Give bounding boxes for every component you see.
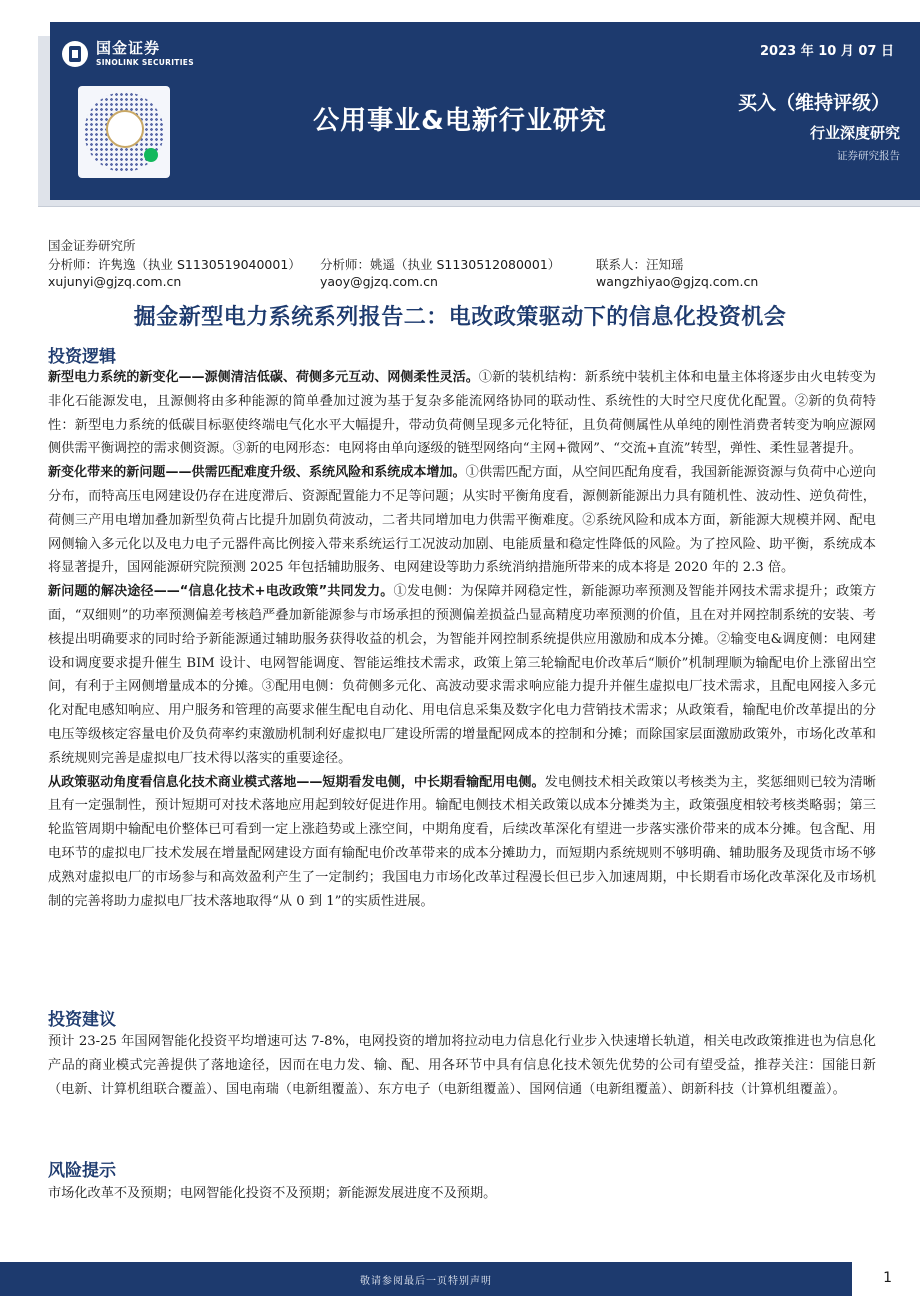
page-number: 1 (883, 1270, 892, 1286)
logic-p3-lead: 新问题的解决途径——“信息化技术+电改政策”共同发力。 (48, 584, 394, 600)
report-date: 2023 年 10 月 07 日 (760, 44, 894, 59)
logic-p2-text: ①供需匹配方面，从空间匹配角度看，我国新能源资源与负荷中心逆向分布，而特高压电网建设仍存在进度滞后、资源配置能力不足等问题；从实时平衡角度看，源侧新能源出力具有随机性、波动性、逆负荷性，荷侧三产用电增加叠加新型负荷占比提升加剧负荷波动，二者共同增加电力供需平衡难度。②系统风险和成本方面，新能源大规模并网、配电网侧输入多元化以及电力电子元器件高比例接入带来系统运行工况波动加剧、电能质量和稳定性降低的风险。为了控风险、助平衡，系统成本将显著提升，国网能源研究院预测 2025 年包括辅助服务、电网建设等助力系统消纳措施所带来的成本将是 2020 年的 2.3 倍。 (48, 465, 876, 576)
logic-p1-text: ①新的装机结构：新系统中装机主体和电量主体将逐步由火电转变为非化石能源发电，且源侧将由多种能源的简单叠加过渡为基于复杂多能流网络协同的联动性、系统性的大时空尺度优化配置。②新的负荷特性：新型电力系统的低碳目标驱使终端电气化水平大幅提升，带动负荷侧呈现多元化特征，且负荷侧属性从单纯的刚性消费者转变为响应源网侧供需平衡调控的需求侧资源。③新的电网形态：电网将由单向逐级的链型网络向“主网+微网”、“交流+直流”转型，弹性、柔性显著提升。 (48, 370, 876, 457)
email-contact[interactable]: wangzhiyao@gjzq.com.cn (596, 274, 759, 289)
rating-badge: 买入（维持评级） (737, 92, 890, 114)
report-type: 行业深度研究 (809, 124, 900, 142)
report-category: 证券研究报告 (837, 150, 900, 162)
contact-person: 联系人：汪知瑶 (596, 257, 684, 272)
logo-en-text: SINOLINK SECURITIES (96, 58, 194, 67)
sinolink-logo-icon (62, 41, 88, 67)
analyst-row (48, 255, 684, 273)
analyst-1: 分析师：许隽逸（执业 S1130519040001） (48, 257, 301, 272)
logic-p3-text: ①发电侧：为保障并网稳定性，新能源功率预测及智能并网技术需求提升；政策方面，“双细则”的功率预测偏差考核趋严叠加新能源参与市场承担的预测偏差损益凸显高精度功率预测的价值，且在对并网控制系统的安装、考核提出明确要求的同时给予新能源通过辅助服务获得收益的机会，为智能并网控制系统提供应用激励和成本分摊。②输变电&调度侧：电网建设和调度要求提升催生 BIM 设计、电网智能调度、智能运维技术需求，政策上第三轮输配电价改革后“顺价”机制理顺为输配电价上涨留出空间，有利于主网侧增量成本的分摊。③配用电侧：负荷侧多元化、高波动要求需求响应能力提升并催生虚拟电厂技术需求，且配电网接入多元化对配电感知响应、用户服务和管理的高要求催生配电自动化、用电信息采集及数字化电力营销技术需求；从政策看，输配电价改革提出的分电压等级核定容量电价及负荷率约束激励机制利好虚拟电厂建设所需的增量配网成本的控制和分摊；而除国家层面激励政策外，市场化改革和系统规则完善是虚拟电厂技术得以落实的重要途径。 (48, 584, 877, 766)
logic-paragraph-4 (48, 771, 876, 914)
logic-body (48, 366, 876, 913)
report-title: 掘金新型电力系统系列报告二：电改政策驱动下的信息化投资机会 (133, 305, 787, 330)
risk-paragraph: 市场化改革不及预期；电网智能化投资不及预期；新能源发展进度不及预期。 (48, 1186, 497, 1201)
logo-cn-text: 国金证券 (96, 39, 161, 57)
institute-name: 国金证券研究所 (48, 238, 136, 253)
logic-paragraph-2 (48, 461, 876, 580)
logic-p4-text: 发电侧技术相关政策以考核类为主，奖惩细则已较为清晰且有一定强制性，预计短期可对技术落地应用起到较好促进作用。输配电侧技术相关政策以成本分摊类为主，政策强度相较考核类略弱；第三轮监管周期中输配电价整体已可看到一定上涨趋势或上涨空间，中期角度看，后续改革深化有望进一步落实涨价带来的成本分摊。包含配、用电环节的虚拟电厂技术发展在增量配网建设方面有输配电价改革带来的成本分摊助力，而短期内系统规则不够明确、辅助服务及现货市场不够成熟对虚拟电厂的市场参与和高效盈利产生了一定制约；我国电力市场化改革过程漫长但已步入加速周期，中长期看市场化改革深化及市场机制的完善将助力虚拟电厂技术落地取得“从 0 到 1”的实质性进展。 (48, 774, 876, 909)
logic-p4-lead: 从政策驱动角度看信息化技术商业模式落地——短期看发电侧，中长期看输配用电侧。 (48, 774, 545, 790)
section-heading-risk: 风险提示 (48, 1161, 116, 1181)
wechat-mini-icon (144, 148, 158, 162)
email-analyst-2[interactable]: yaoy@gjzq.com.cn (320, 274, 438, 289)
logic-p2-lead: 新变化带来的新问题——供需匹配难度升级、系统风险和系统成本增加。 (48, 465, 466, 481)
advice-body (48, 1030, 876, 1101)
advice-paragraph: 预计 23-25 年国网智能化投资平均增速可达 7-8%，电网投资的增加将拉动电力信息化行业步入快速增长轨道，相关电改政策推进也为信息化产品的商业模式完善提供了落地途径，因而在电力发、输、配、用各环节中具有信息化技术领先优势的公司有望受益，推荐关注：国能日新（电新、计算机组联合覆盖）、国电南瑞（电新组覆盖）、东方电子（电新组覆盖）、国网信通（电新组覆盖）、朗新科技（计算机组覆盖）。 (48, 1034, 876, 1097)
logic-paragraph-1 (48, 366, 876, 461)
header-divider (38, 206, 920, 207)
analyst-2: 分析师：姚遥（执业 S1130512080001） (320, 257, 561, 272)
industry-title: 公用事业&电新行业研究 (313, 106, 607, 136)
email-analyst-1[interactable]: xujunyi@gjzq.com.cn (48, 274, 182, 289)
section-heading-logic: 投资逻辑 (48, 347, 116, 367)
footer-disclaimer: 敬请参阅最后一页特别声明 (360, 1276, 492, 1287)
section-heading-advice: 投资建议 (48, 1010, 116, 1030)
logic-p1-lead: 新型电力系统的新变化——源侧清洁低碳、荷侧多元互动、网侧柔性灵活。 (48, 370, 479, 385)
logic-paragraph-3 (48, 580, 876, 770)
risk-body (48, 1182, 876, 1206)
company-logo (62, 40, 194, 67)
